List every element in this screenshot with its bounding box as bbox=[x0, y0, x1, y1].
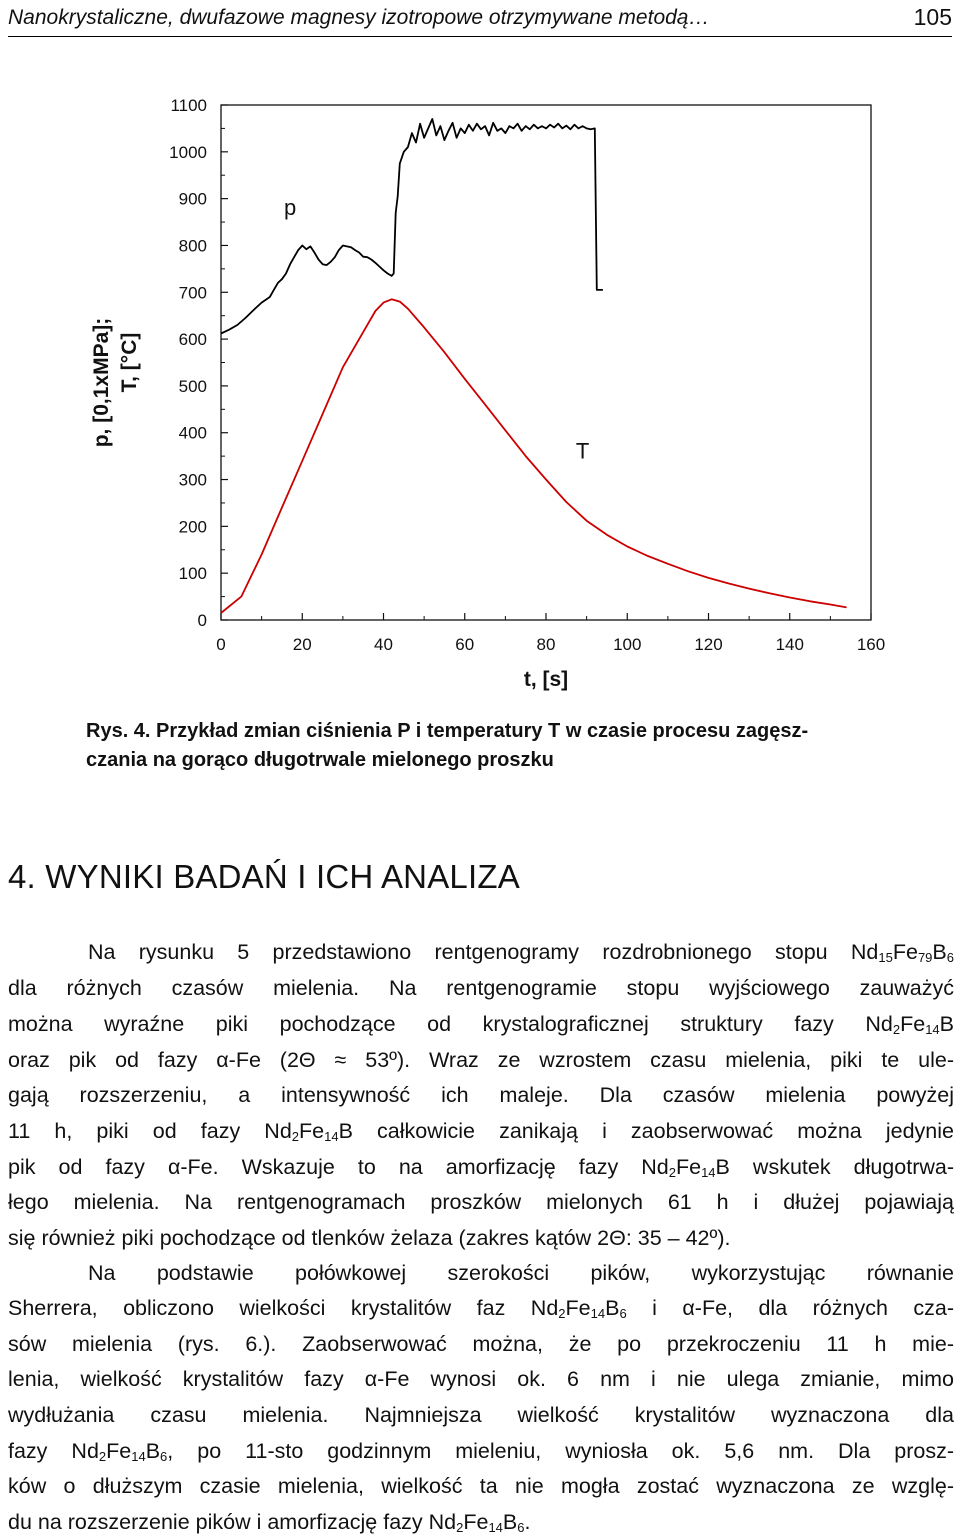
plot-frame bbox=[221, 105, 871, 620]
text-line: Na rysunku 5 przedstawiono rentgenogramy rozdrobnionego stopu $Nd_{15}Fe_{79}B_6$ bbox=[88, 940, 954, 965]
x-tick-label: 160 bbox=[856, 635, 886, 654]
y-tick-label: 300 bbox=[178, 470, 207, 490]
text-line: można wyraźne piki pochodzące od krystalograficznej struktury fazy $Nd_2Fe_{14}B$ bbox=[8, 1012, 954, 1037]
text-line: ków o dłuższym czasie mielenia, wielkość ta nie mogła zostać wyznaczona ze wzglę- bbox=[8, 1474, 954, 1498]
page-header bbox=[8, 0, 952, 38]
text-line: pik od fazy α-Fe. Wskazuje to na amorfizację fazy $Nd_2Fe_{14}B$ wskutek długotrwa- bbox=[8, 1155, 954, 1180]
page-number: 105 bbox=[913, 4, 952, 30]
y-axis-title-line1: p, [0,1xMPa]; bbox=[90, 317, 113, 448]
y-tick-label: 900 bbox=[178, 189, 207, 209]
y-tick-label: 200 bbox=[178, 517, 207, 537]
chart bbox=[80, 90, 900, 700]
x-tick-label: 20 bbox=[292, 635, 312, 654]
x-tick-label: 60 bbox=[455, 635, 475, 654]
text-line: się również piki pochodzące od tlenków żelaza (zakres kątów 2Θ: 35 – 42º). bbox=[8, 1226, 731, 1250]
x-tick-label: 140 bbox=[775, 635, 804, 654]
caption-line: Rys. 4. Przykład zmian ciśnienia P i temperatury T w czasie procesu zagęsz- bbox=[86, 720, 809, 742]
header-rule bbox=[8, 36, 952, 37]
text-line: łego mielenia. Na rentgenogramach proszków mielonych 61 h i dłużej pojawiają bbox=[8, 1190, 954, 1214]
x-tick-label: 40 bbox=[374, 635, 393, 654]
x-axis-title: t, [s] bbox=[523, 668, 569, 691]
x-tick-label: 80 bbox=[536, 635, 556, 654]
section-heading: 4. WYNIKI BADAŃ I ICH ANALIZA bbox=[8, 858, 520, 895]
y-tick-label: 100 bbox=[178, 564, 207, 584]
y-tick-label: 1100 bbox=[170, 96, 207, 115]
text-line: wydłużania czasu mielenia. Najmniejsza wielkość krystalitów wyznaczona dla bbox=[8, 1403, 954, 1427]
text-line: lenia, wielkość krystalitów fazy α-Fe wynosi ok. 6 nm i nie ulega zmianie, mimo bbox=[8, 1367, 954, 1391]
y-axis-title-line2: T, [°C] bbox=[118, 332, 141, 393]
y-tick-label: 600 bbox=[178, 330, 207, 350]
y-tick-label: 400 bbox=[178, 423, 207, 443]
text-line: du na rozszerzenie pików i amorfizację fazy $Nd_2Fe_{14}B_6$. bbox=[8, 1510, 531, 1535]
figure-pressure-temperature bbox=[80, 90, 900, 700]
series-p-line bbox=[221, 119, 603, 334]
x-tick-label: 100 bbox=[613, 635, 642, 654]
y-tick-label: 700 bbox=[178, 283, 207, 303]
text-line: Na podstawie połówkowej szerokości pików, wykorzystując równanie bbox=[88, 1261, 954, 1285]
series-T-line bbox=[221, 299, 847, 613]
y-tick-label: 500 bbox=[178, 376, 207, 396]
running-title: Nanokrystaliczne, dwufazowe magnesy izotropowe otrzymywane metodą… bbox=[8, 6, 710, 29]
caption-line: czania na gorąco długotrwale mielonego proszku bbox=[86, 749, 554, 771]
text-line: fazy $Nd_2Fe_{14}B_6$, po 11-sto godzinnym mieleniu, wyniosła ok. 5,6 nm. Dla prosz- bbox=[8, 1439, 955, 1464]
y-tick-label: 0 bbox=[197, 611, 207, 630]
x-tick-label: 120 bbox=[694, 635, 723, 654]
annotation-label: T bbox=[575, 438, 590, 464]
y-tick-label: 1000 bbox=[169, 142, 207, 162]
text-line: 11 h, piki od fazy $Nd_2Fe_{14}B$ całkowicie zanikają i zaobserwować można jedynie bbox=[8, 1119, 954, 1144]
y-tick-label: 800 bbox=[178, 236, 207, 256]
text-line: dla różnych czasów mielenia. Na rentgenogramie stopu wyjściowego zauważyć bbox=[8, 976, 954, 1000]
annotation-label: p bbox=[283, 195, 297, 221]
figure-caption bbox=[86, 717, 866, 775]
x-tick-label: 0 bbox=[216, 635, 226, 654]
text-line: Sherrera, obliczono wielkości krystalitów faz $Nd_2Fe_{14}B_6$ i α-Fe, dla różnych cza- bbox=[8, 1296, 954, 1321]
text-line: gają rozszerzeniu, a intensywność ich maleje. Dla czasów mielenia powyżej bbox=[8, 1083, 954, 1107]
text-line: sów mielenia (rys. 6.). Zaobserwować można, że po przekroczeniu 11 h mie- bbox=[8, 1332, 954, 1356]
text-line: oraz pik od fazy α-Fe (2Θ ≈ 53º). Wraz ze wzrostem czasu mielenia, piki te ule- bbox=[8, 1048, 954, 1072]
